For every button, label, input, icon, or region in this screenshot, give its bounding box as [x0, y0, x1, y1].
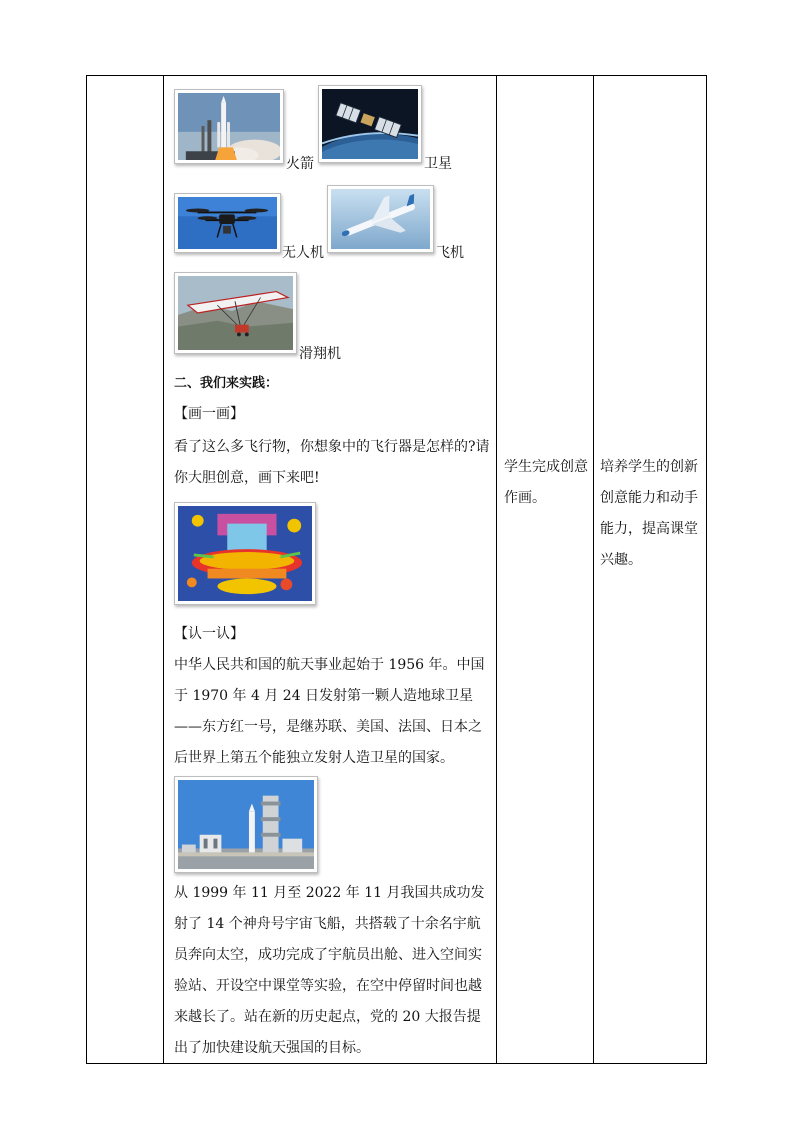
launch-site-image [174, 776, 318, 873]
rocket-caption: 火箭 [286, 156, 314, 172]
student-activity-cell: 学生完成创意作画。 [504, 459, 588, 506]
student-drawing-image [174, 502, 316, 605]
airplane-caption: 飞机 [436, 245, 464, 261]
column-divider [593, 75, 594, 1064]
rocket-image [174, 89, 284, 164]
learn-paragraph-2 [174, 878, 494, 1064]
drone-image [174, 193, 281, 253]
section-heading: 二、我们来实践： [174, 376, 279, 391]
glider-caption: 滑翔机 [299, 346, 341, 362]
design-intent-cell: 培养学生的创新创意能力和动手能力，提高课堂兴趣。 [600, 459, 698, 568]
column-divider [496, 75, 497, 1064]
draw-title: 【画一画】 [174, 406, 244, 422]
learn-title: 【认一认】 [174, 626, 244, 642]
satellite-image [318, 85, 422, 163]
draw-paragraph [174, 432, 494, 494]
draw-text: 看了这么多飞行物，你想象中的飞行器是怎样的?请你大胆创意，画下来吧! [174, 439, 490, 486]
airplane-image [327, 185, 434, 253]
learn-text-2: 从 1999 年 11 月至 2022 年 11 月我国共成功发射了 14 个神舟号宇宙飞船，共搭载了十余名宇航员奔向太空，成功完成了宇航员出舱、进入空间实验站、开设空中课堂等实验，在空中停留时间也越来越长了。站在新的历史起点，党的 20 大报告提出了加快建设航天强国的目标。 [174, 885, 485, 1056]
drone-caption: 无人机 [282, 245, 324, 261]
satellite-caption: 卫星 [424, 156, 452, 172]
learn-paragraph-1 [174, 650, 494, 774]
column-divider [163, 75, 164, 1064]
learn-text-1: 中华人民共和国的航天事业起始于 1956 年。中国于 1970 年 4 月 24 日发射第一颗人造地球卫星——东方红一号，是继苏联、美国、法国、日本之后世界上第五个能独立发射人造卫星的国家。 [174, 657, 485, 766]
glider-image [174, 272, 297, 354]
